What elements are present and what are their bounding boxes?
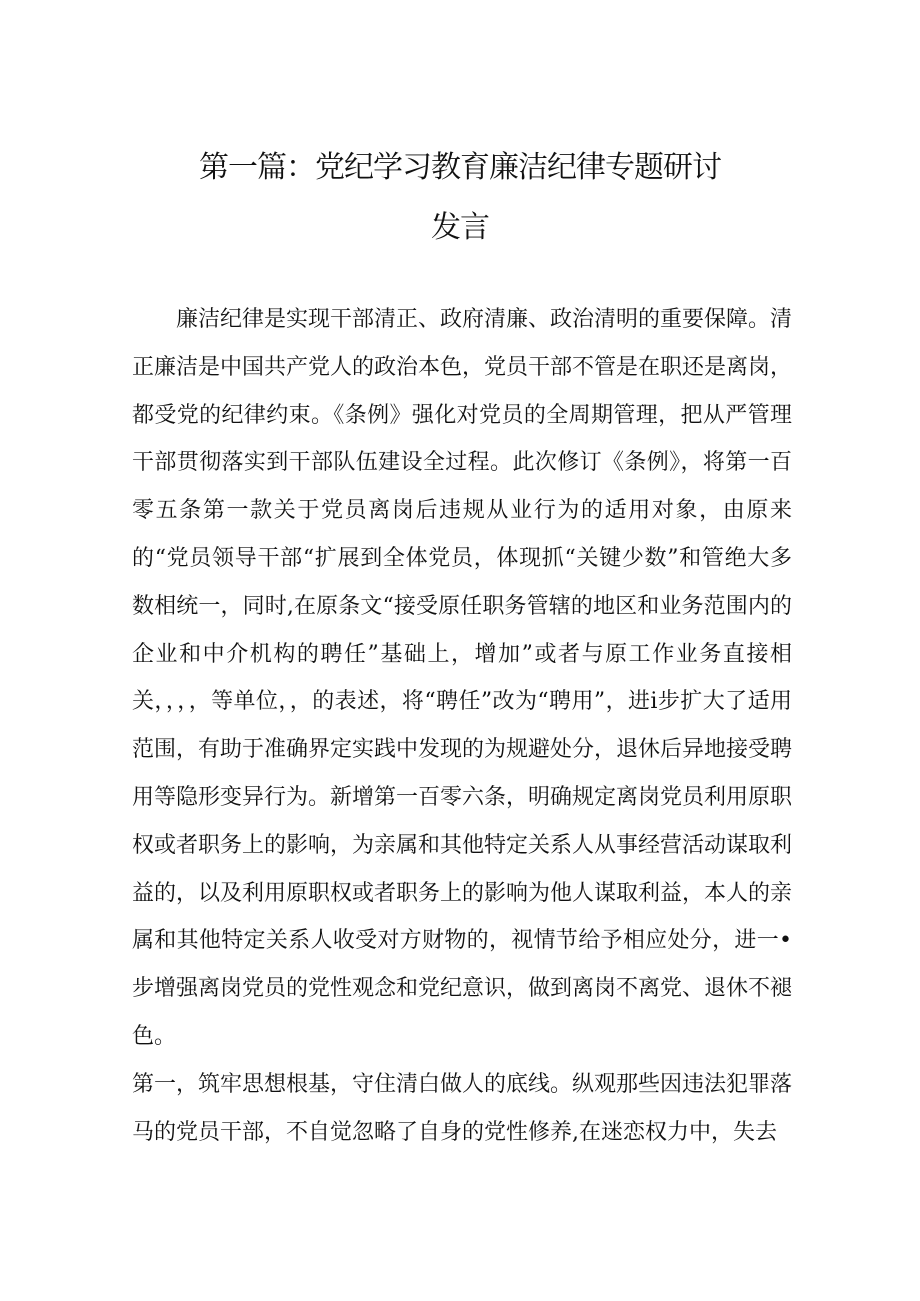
body-paragraph-first-point: 第一，筑牢思想根基，守住清白做人的底线。纵观那些因违法犯罪落马的党员干部，不自觉忽略了自身的党性修养,在迷恋权力中，失去	[132, 1071, 793, 1145]
document-body	[132, 296, 792, 1156]
document-title-line-1: 第一篇：党纪学习教育廉洁纪律专题研讨	[199, 150, 721, 185]
document-title-line-2: 发言	[431, 210, 489, 245]
body-paragraph-intro: 廉洁纪律是实现干部清正、政府清廉、政治清明的重要保障。清正廉洁是中国共产党人的政治本色，党员干部不管是在职还是离岗，都受党的纪律约束。《条例》强化对党员的全周期管理，把从严管理干部贯彻落实到干部队伍建设全过程。此次修订《条例》，将第一百零五条第一款关于党员离岗后违规从业行为的适用对象，由原来的“党员领导干部“扩展到全体党员，体现抓“关键少数”和管绝大多数相统一，同时,在原条文“接受原任职务管辖的地区和业务范围内的企业和中介机构的聘任”基础上，增加”或者与原工作业务直接相关，，，，等单位，，的表述，将“聘任”改为“聘用”，进i步扩大了适用范围，有助于准确界定实践中发现的为规避处分，退休后异地接受聘用等隐形变异行为。新增第一百零六条，明确规定离岗党员利用原职权或者职务上的影响，为亲属和其他特定关系人从事经营活动谋取利益的，以及利用原职权或者职务上的影响为他人谋取利益，本人的亲属和其他特定关系人收受对方财物的，视情节给予相应处分，进一•步增强离岗党员的党性观念和党纪意识，做到离岗不离党、退休不褪色。	[132, 307, 793, 1049]
